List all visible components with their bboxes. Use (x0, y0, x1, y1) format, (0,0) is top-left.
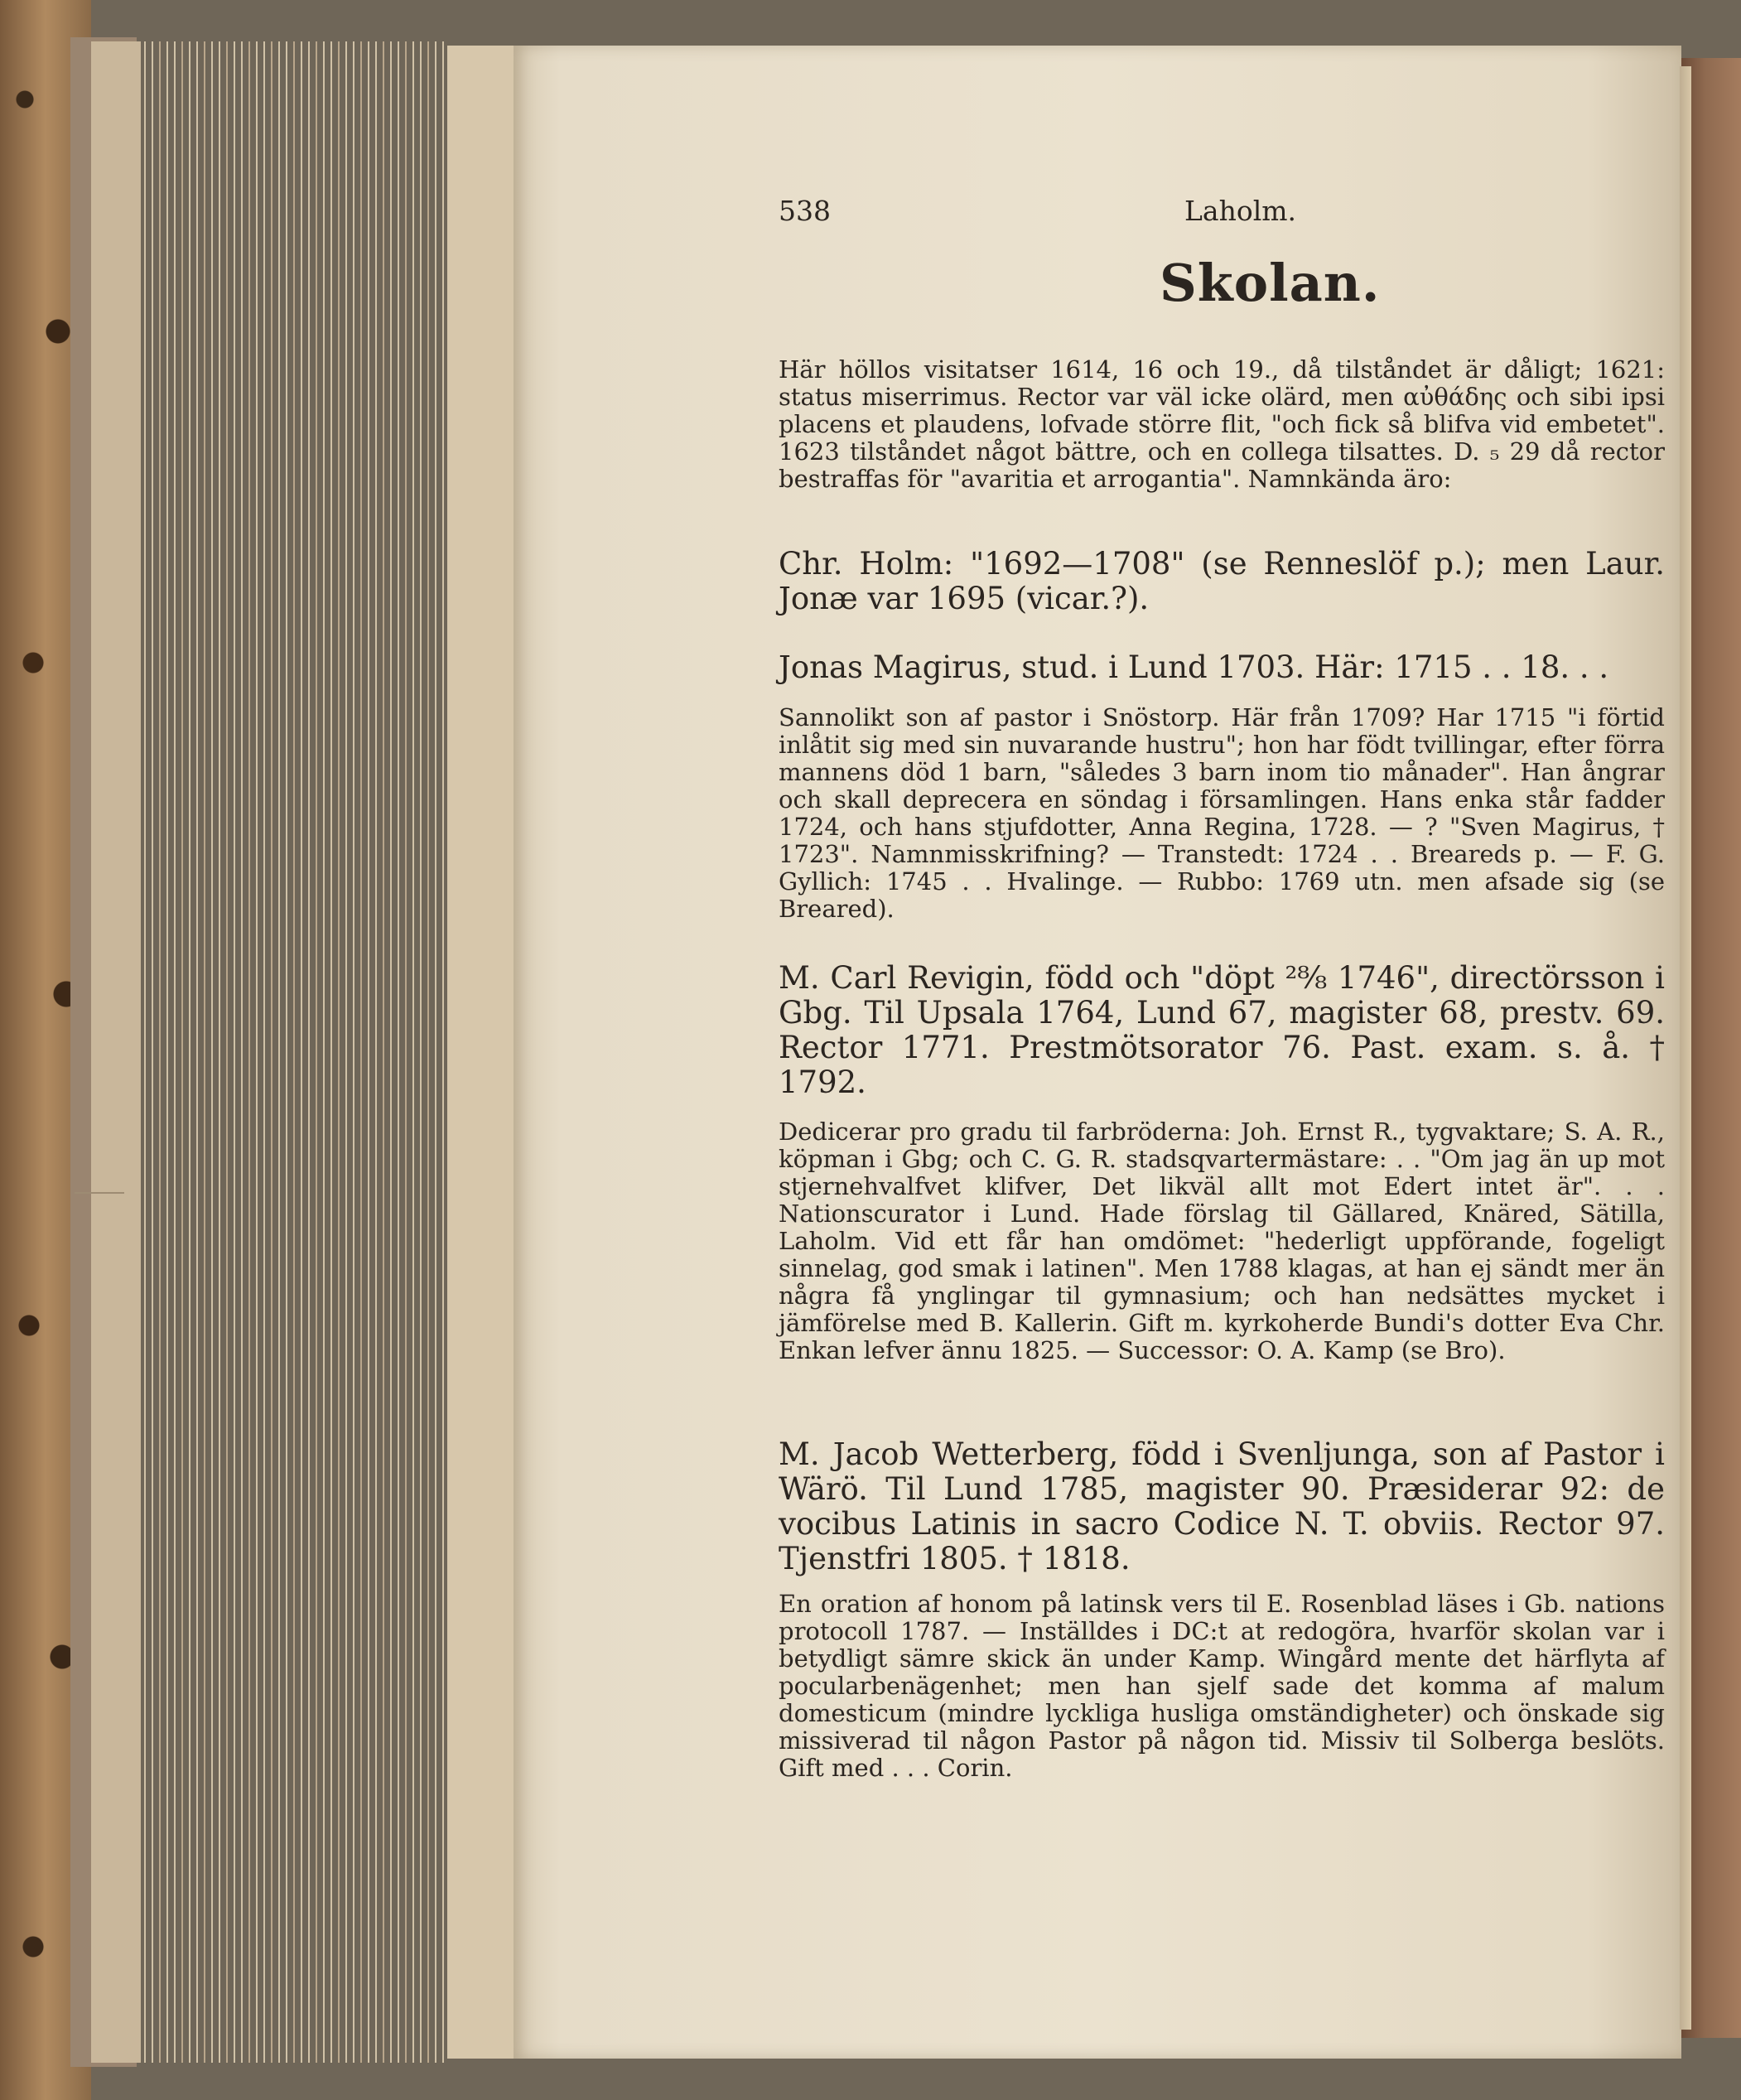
paragraph-holm: Chr. Holm: "1692—1708" (se Renneslöf p.); men Laur. Jonæ var 1695 (vicar.?). (779, 546, 1665, 616)
right-page-edge (1680, 66, 1691, 2030)
page-text (779, 174, 1681, 1955)
paragraph-magirus-heading: Jonas Magirus, stud. i Lund 1703. Här: 1715 . . 18. . . (779, 649, 1609, 685)
running-head: Laholm. (1184, 195, 1297, 227)
paragraph-wetterberg-body: En oration af honom på latinsk vers til E. Rosenblad läses i Gb. nations protocoll 1787. — Inställdes i DC:t at redogöra, hvarför skolan var i betydligt sämre skick än under Kamp. Wingård mente det härflyta af pocularbenägenhet; men han sjelf sade det komma af malum domesticum (mindre lyckliga husliga omständigheter) och önskade sig missiverad til någon Pastor på någon tid. Missiv til Solberga beslöts. Gift med . . . Corin. (779, 1590, 1665, 1782)
paragraph-intro: Här höllos visitatser 1614, 16 och 19., då tilståndet är dåligt; 1621: status miserrimus. Rector var väl icke olärd, men αὐθάδης och sibi ipsi placens et plaudens, lofvade större flit, "och fick så blifva vid embetet". 1623 tilståndet något bättre, och en collega tilsattes. D. ₅ 29 då rector bestraffas för "avaritia et arrogantia". Namnkända äro: (779, 355, 1665, 493)
paragraph-revigin-body: Dedicerar pro gradu til farbröderna: Joh. Ernst R., tygvaktare; S. A. R., köpman i Gbg; och C. G. R. stadsqvartermästare: . . "Om jag än up mot stjernehvalfvet klifver, Det likväl allt mot Edert intet är". . . Nationscurator i Lund. Hade förslag til Gällared, Knäred, Sätilla, Laholm. Vid ett får han omdömet: "hederligt uppförande, fogeligt sinnelag, god smak i latinen". Men 1788 klagas, at han ej sändt mer än några få ynglingar til gymnasium; och han nedsättes mycket i jämförelse med B. Kallerin. Gift m. kyrkoherde Bundi's dotter Eva Chr. Enkan lefver ännu 1825. — Successor: O. A. Kamp (se Bro). (779, 1118, 1665, 1364)
paragraph-wetterberg-heading: M. Jacob Wetterberg, född i Svenljunga, son af Pastor i Wärö. Til Lund 1785, magister 90. Præsiderar 92: de vocibus Latinis in sacro Codice N. T. obviis. Rector 97. Tjenstfri 1805. † 1818. (779, 1436, 1665, 1576)
section-title: Skolan. (1160, 253, 1381, 313)
paragraph-revigin-heading: M. Carl Revigin, född och "döpt ²⁸⁄₈ 1746", directörsson i Gbg. Til Upsala 1764, Lund 67, magister 68, prestv. 69. Rector 1771. Prestmötsorator 76. Past. exam. s. å. † 1792. (779, 960, 1665, 1100)
page-number: 538 (779, 195, 831, 227)
paragraph-magirus-body: Sannolikt son af pastor i Snöstorp. Här från 1709? Har 1715 "i förtid inlåtit sig med sin nuvarande hustru"; hon har födt tvillingar, efter förra mannens död 1 barn, "således 3 barn inom tio månader". Han ångrar och skall deprecera en söndag i församlingen. Hans enka står fadder 1724, och hans stjufdotter, Anna Regina, 1728. — ? "Sven Magirus, † 1723". Namnmisskrifning? — Transtedt: 1724 . . Breareds p. — F. G. Gyllich: 1745 . . Hvalinge. — Rubbo: 1769 utn. men afsade sig (se Breared). (779, 703, 1665, 923)
